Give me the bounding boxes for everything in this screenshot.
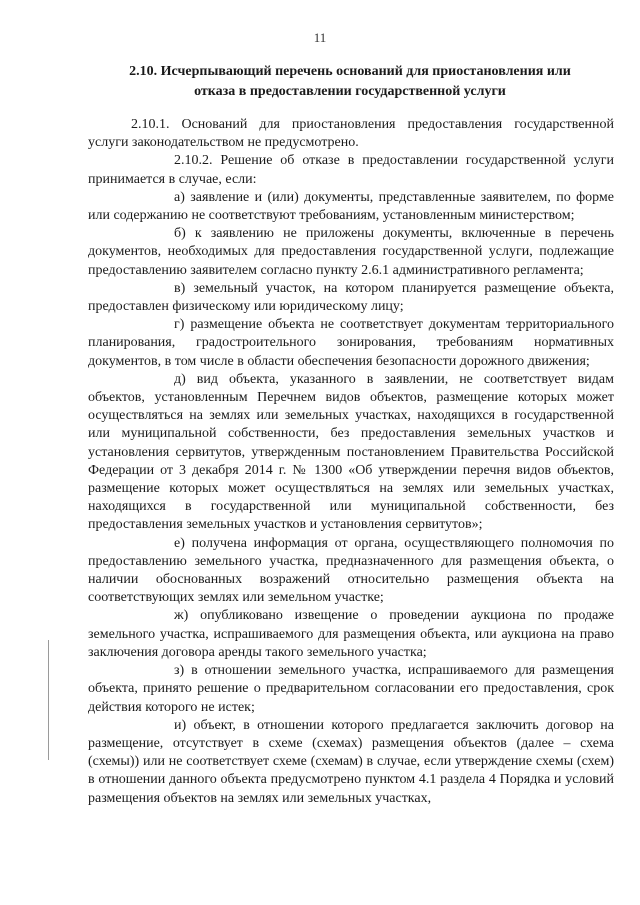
page-number: 11 [313, 30, 327, 45]
paragraph-marker: 2.10.2. [174, 153, 213, 169]
list-marker: б) [174, 226, 186, 242]
list-marker: е) [174, 535, 185, 551]
list-item-e [88, 535, 614, 608]
list-marker: в) [174, 280, 186, 296]
list-item-b [88, 225, 614, 280]
list-item-text: размещение объекта не соответствует документам территориального планирования, градостроительного зонирования, требованиям нормативных документов, в том числе в области обеспечения безопасности дорожного движения; [88, 317, 614, 369]
list-marker: г) [174, 317, 185, 333]
list-item-text: объект, в отношении которого предлагается заключить договор на размещение, отсутствует в схеме (схемах) размещения объектов (далее – схема (схемы)) или не соответствует схеме (схемам) в случае, если утверждение схемы (схем) в отношении данного объекта предусмотрено пунктом 4.1 раздела 4 Порядка и условий размещения объектов на землях или земельных участках, [88, 717, 614, 806]
heading-line-2: отказа в предоставлении государственной услуги [194, 84, 506, 99]
list-item-text: опубликовано извещение о проведении аукциона по продаже земельного участка, испрашиваемого для размещения объекта, или аукциона на право заключения договора аренды такого земельного участка; [88, 608, 615, 660]
list-item-text: заявление и (или) документы, представленные заявителем, по форме или содержанию не соответствуют требованиям, установленным министерством; [88, 189, 614, 224]
margin-rule [48, 640, 49, 760]
list-item-text: вид объекта, указанного в заявлении, не соответствует видам объектов, установленным Перечнем видов объектов, размещение которых может осуществляться на землях или земельных участках, находящихся в государственной или муниципальной собственности, без предоставления земельных участков и установления сервитутов, утвержденным постановлением Правительства Российской Федерации от 3 декабря 2014 г. № 1300 «Об утверждении перечня видов объектов, размещение которых может осуществляться на землях или земельных участках, находящихся в государственной или муниципальной собственности, без предоставления земельных участков и установления сервитутов»; [88, 371, 614, 533]
list-item-text: получена информация от органа, осуществляющего полномочия по предоставлению земельного участка, предназначенного для размещения объекта, о наличии обоснованных возражений относительно размещения объекта на соответствующих землях или земельном участке; [88, 535, 615, 606]
list-item-z [88, 662, 614, 717]
list-marker: а) [174, 189, 185, 205]
paragraph-text: Решение об отказе в предоставлении государственной услуги принимается в случае, если: [88, 153, 615, 187]
list-item-g [88, 316, 614, 371]
paragraph-text: 2.10.1. Оснований для приостановления предоставления государственной услуги законодательством не предусмотрено. [88, 117, 614, 151]
list-marker: и) [174, 717, 187, 733]
list-marker: з) [174, 663, 185, 679]
list-item-d [88, 371, 614, 535]
list-item-text: в отношении земельного участка, испрашиваемого для размещения объекта, принято решение о предварительном согласовании его предоставления, срок действия которого не истек; [88, 663, 615, 715]
list-item-text: земельный участок, на котором планируется размещение объекта, предоставлен физическому или юридическому лицу; [88, 280, 615, 315]
heading-line-1: 2.10. Исчерпывающий перечень оснований для приостановления или [129, 64, 571, 79]
paragraph-2-10-2 [88, 152, 614, 188]
section-heading [90, 62, 610, 102]
list-item-text: к заявлению не приложены документы, включенные в перечень документов, необходимых для предоставления государственной услуги, подлежащие предоставлению заявителем согласно пункту 2.6.1 административного регламента; [88, 226, 614, 278]
list-item-i [88, 717, 614, 808]
list-item-zh [88, 607, 614, 662]
list-marker: ж) [174, 608, 189, 624]
list-marker: д) [174, 371, 186, 387]
list-item-a [88, 189, 614, 225]
list-item-v [88, 280, 614, 316]
paragraph-2-10-1 [88, 116, 614, 152]
document-body [88, 116, 614, 808]
